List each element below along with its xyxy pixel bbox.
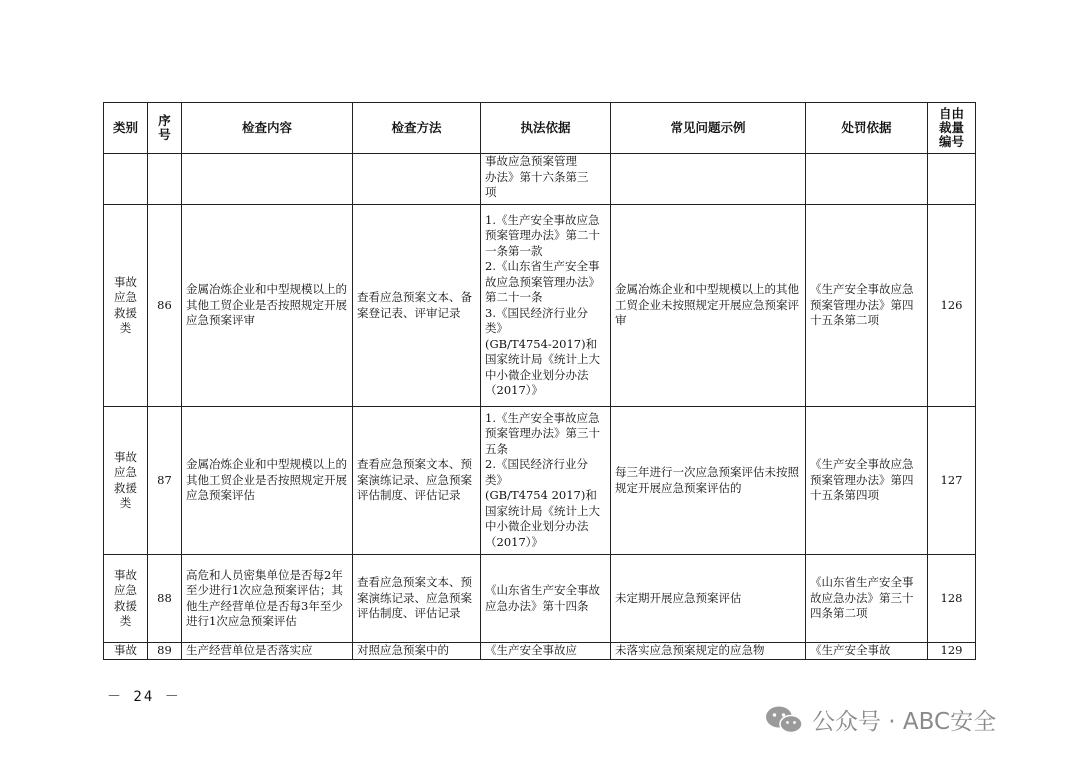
cell-penalty: 《生产安全事故应急预案管理办法》第四十五条第四项 (806, 407, 928, 555)
cell-basis: 1.《生产安全事故应急预案管理办法》第二十一条第一款 2.《山东省生产安全事故应急预案管理办法》第二十一条 3.《国民经济行业分类》 (GB/T4754-2017)和国家统计局《统计上大中小微企业划分办法（2017）》 (481, 205, 611, 407)
cell-category: 事故 应急 救援 类 (104, 555, 148, 643)
cell-problem: 金属冶炼企业和中型规模以上的其他工贸企业未按照规定开展应急预案评审 (611, 205, 806, 407)
cell-method: 查看应急预案文本、预案演练记录、应急预案评估制度、评估记录 (353, 407, 481, 555)
cell-basis: 《山东省生产安全事故应急办法》第十四条 (481, 555, 611, 643)
table-row (104, 407, 976, 555)
cell-seq: 87 (148, 407, 182, 555)
header-problem: 常见问题示例 (611, 103, 806, 154)
cell-method: 查看应急预案文本、预案演练记录、应急预案评估制度、评估记录 (353, 555, 481, 643)
header-basis: 执法依据 (481, 103, 611, 154)
cell-seq: 86 (148, 205, 182, 407)
wechat-icon (764, 704, 804, 736)
cell-content: 金属冶炼企业和中型规模以上的其他工贸企业是否按照规定开展应急预案评审 (182, 205, 353, 407)
header-seq: 序 号 (148, 103, 182, 154)
cell-discretion: 129 (928, 643, 976, 660)
cell-penalty: 《生产安全事故 (806, 643, 928, 660)
cell-method: 对照应急预案中的 (353, 643, 481, 660)
header-penalty: 处罚依据 (806, 103, 928, 154)
cell-seq: 88 (148, 555, 182, 643)
header-content: 检查内容 (182, 103, 353, 154)
cell-content: 生产经营单位是否落实应 (182, 643, 353, 660)
cell-basis: 事故应急预案管理 办法》第十六条第三 项 (481, 154, 611, 205)
table-row (104, 643, 976, 660)
cell-problem: 每三年进行一次应急预案评估未按照规定开展应急预案评估的 (611, 407, 806, 555)
page-number: － 24 － (107, 689, 181, 705)
cell-category: 事故 (104, 643, 148, 660)
table-row (104, 154, 976, 205)
watermark-text: 公众号 · ABC安全 (812, 709, 997, 735)
table-row (104, 205, 976, 407)
cell-problem: 未落实应急预案规定的应急物 (611, 643, 806, 660)
cell-seq: 89 (148, 643, 182, 660)
cell-basis: 《生产安全事故应 (481, 643, 611, 660)
header-discretion: 自由 裁量 编号 (928, 103, 976, 154)
cell-discretion: 128 (928, 555, 976, 643)
cell-category: 事故 应急 救援 类 (104, 205, 148, 407)
cell-method: 查看应急预案文本、备案登记表、评审记录 (353, 205, 481, 407)
watermark (764, 703, 996, 736)
cell-basis: 1.《生产安全事故应急预案管理办法》第三十五条 2.《国民经济行业分类》 (GB/T4754 2017)和国家统计局《统计上大中小微企业划分办法（2017）》 (481, 407, 611, 555)
cell-discretion: 127 (928, 407, 976, 555)
header-row (104, 103, 976, 154)
cell-content: 金属冶炼企业和中型规模以上的其他工贸企业是否按照规定开展应急预案评估 (182, 407, 353, 555)
table-row (104, 555, 976, 643)
cell-content: 高危和人员密集单位是否每2年至少进行1次应急预案评估；其他生产经营单位是否每3年至少进行1次应急预案评估 (182, 555, 353, 643)
cell-problem: 未定期开展应急预案评估 (611, 555, 806, 643)
cell-penalty: 《山东省生产安全事故应急办法》第三十四条第二项 (806, 555, 928, 643)
cell-discretion: 126 (928, 205, 976, 407)
header-method: 检查方法 (353, 103, 481, 154)
cell-penalty: 《生产安全事故应急预案管理办法》第四十五条第二项 (806, 205, 928, 407)
enforcement-table (103, 102, 976, 660)
header-category: 类别 (104, 103, 148, 154)
cell-category: 事故 应急 救援 类 (104, 407, 148, 555)
